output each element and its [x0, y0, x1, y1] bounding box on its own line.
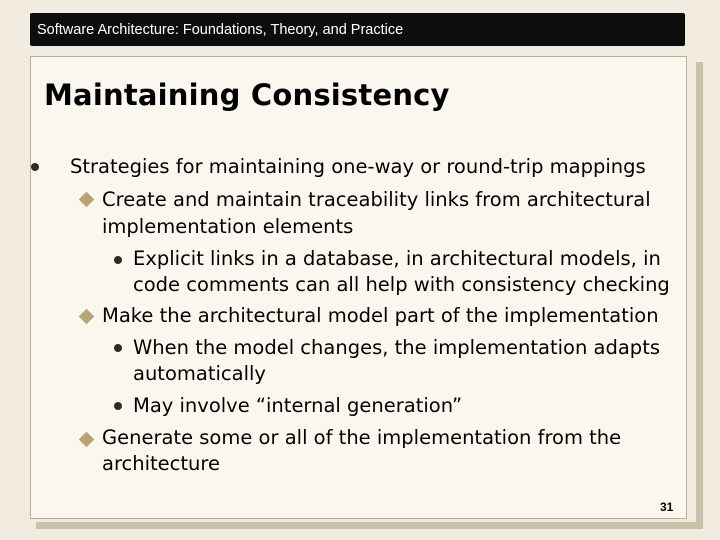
circle-bullet-icon [114, 344, 122, 352]
bullet-text: When the model changes, the implementation adapts [133, 336, 660, 359]
slide-title: Maintaining Consistency [44, 78, 450, 112]
bullet-text: Explicit links in a database, in architectural models, in [133, 247, 661, 270]
bullet-text-continuation: implementation elements [102, 215, 354, 238]
bullet-text-continuation: automatically [133, 362, 266, 385]
diamond-bullet-icon [79, 192, 95, 208]
diamond-bullet-icon [79, 432, 95, 448]
bullet-text: Strategies for maintaining one-way or round-trip mappings [70, 155, 646, 178]
diamond-bullet-icon [79, 309, 95, 325]
bullet-text: Generate some or all of the implementation from the [102, 426, 622, 449]
circle-bullet-icon [114, 256, 122, 264]
bullet-text: May involve “internal generation” [133, 394, 463, 417]
bullet-text: Make the architectural model part of the implementation [102, 304, 659, 327]
circle-bullet-icon [31, 163, 39, 171]
bullet-text: Create and maintain traceability links from architectural [102, 188, 651, 211]
bullet-text-continuation: code comments can all help with consistency checking [133, 273, 670, 296]
header-title: Software Architecture: Foundations, Theory, and Practice [37, 22, 404, 38]
page-number: 31 [660, 500, 674, 514]
bullet-text-continuation: architecture [102, 452, 220, 475]
circle-bullet-icon [114, 402, 122, 410]
